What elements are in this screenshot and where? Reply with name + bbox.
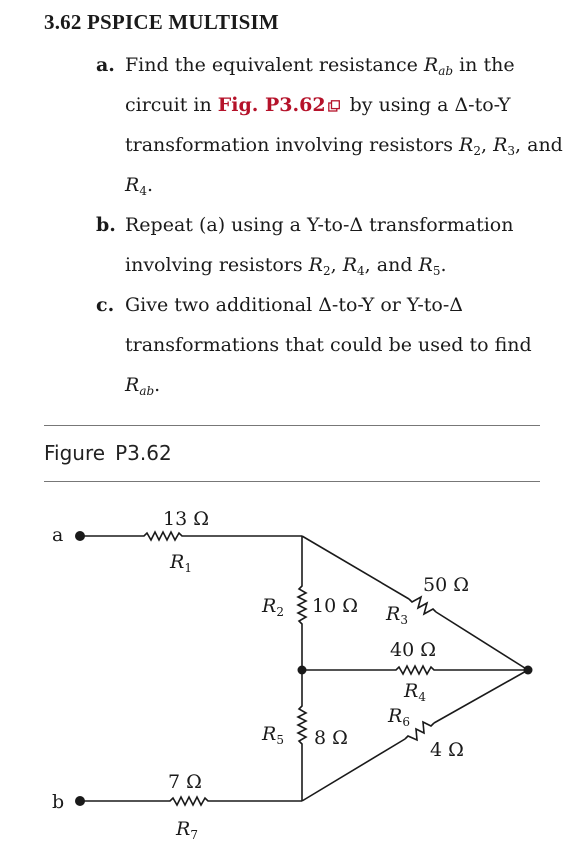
r2-value: 10 Ω (312, 595, 358, 617)
middle-node-dot (298, 666, 307, 675)
r1-value: 13 Ω (163, 508, 209, 530)
part-b-label: b. (96, 214, 116, 236)
r1-label: $R_1$ (170, 551, 192, 575)
part-c-text: Give two additional Δ-to-Y or Y-to-Δ transformations that could be used to find $R_{ab}$. (125, 294, 532, 398)
r5-label: $R_5$ (262, 723, 284, 747)
terminal-b-label: b (52, 791, 65, 813)
terminal-b-dot[interactable] (75, 796, 85, 806)
r3-value: 50 Ω (423, 574, 469, 596)
r7-value: 7 Ω (168, 771, 202, 793)
part-a-label: a. (96, 54, 115, 76)
terminal-a-dot[interactable] (75, 531, 85, 541)
r3-label: $R_3$ (386, 603, 408, 627)
r4-value: 40 Ω (390, 639, 436, 661)
r6-value: 4 Ω (430, 739, 464, 761)
r7-label: $R_7$ (176, 818, 198, 842)
part-a-text: Find the equivalent resistance $R_{ab}$ in the circuit in Fig. P3.62 by using a Δ-to-Y transformation involving resistors $R_2$, $R_3$, and $R_4$. (125, 54, 563, 198)
circuit-nodes (75, 531, 533, 806)
figure-id: P3.62 (115, 441, 172, 465)
figure-link[interactable]: Fig. P3.62 (217, 94, 326, 116)
right-node-dot (524, 666, 533, 675)
part-b-text: Repeat (a) using a Y-to-Δ transformation involving resistors $R_2$, $R_4$, and $R_5$. (125, 214, 514, 278)
r6-label: $R_6$ (388, 705, 410, 729)
r2-label: $R_2$ (262, 595, 284, 619)
problem-tags: PSPICE MULTISIM (87, 10, 279, 34)
part-c-label: c. (96, 294, 115, 316)
r5-value: 8 Ω (314, 727, 348, 749)
problem-number: 3.62 (44, 10, 82, 34)
figure-word: Figure (44, 441, 106, 465)
terminal-a-label: a (52, 524, 64, 546)
r4-label: $R_4$ (404, 680, 426, 704)
